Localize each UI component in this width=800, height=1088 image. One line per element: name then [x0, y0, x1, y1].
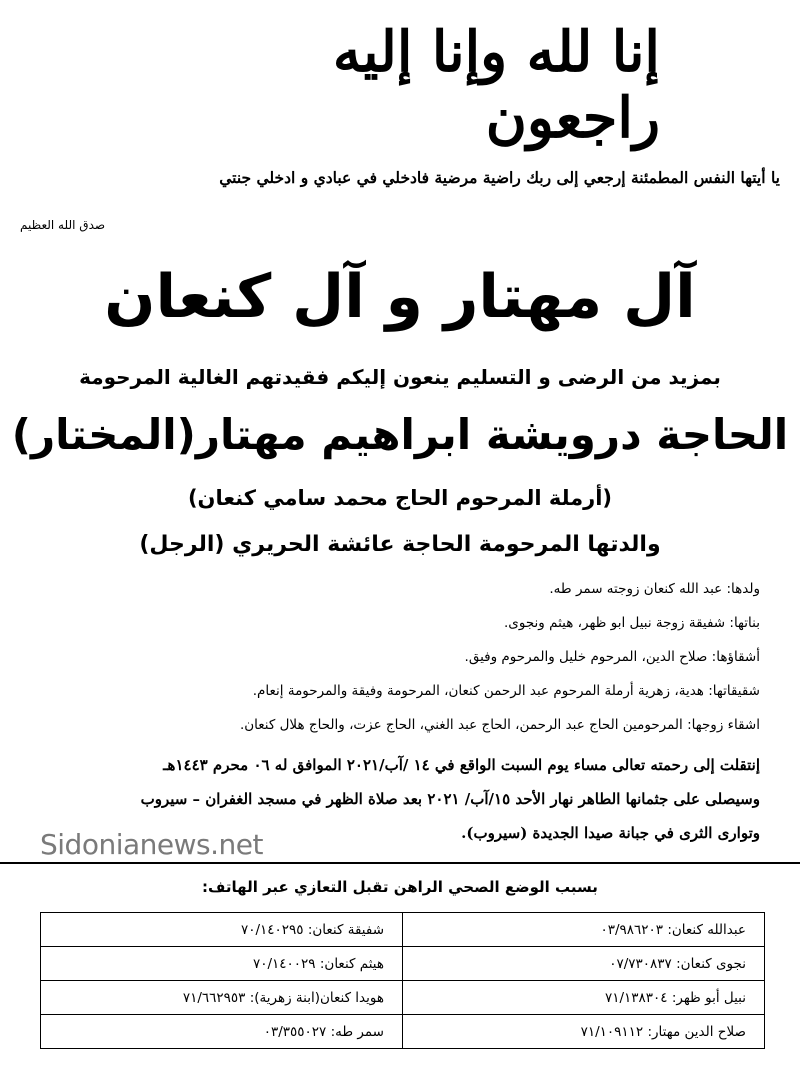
phones-header: بسبب الوضع الصحي الراهن تقبل التعازي عبر الهاتف:: [202, 878, 598, 896]
phone-cell: نبيل أبو ظهر: ٧١/١٣٨٣٠٤: [403, 981, 765, 1015]
family-name: آل مهتار و آل كنعان: [104, 262, 696, 332]
widow-of-line: (أرملة المرحوم الحاج محمد سامي كنعان): [187, 486, 613, 510]
funeral-prayer-line: وسيصلى على جثمانها الطاهر نهار الأحد ١٥/آب/ ٢٠٢١ بعد صلاة الظهر في مسجد الغفران – سيروب: [140, 790, 760, 808]
phone-cell: هويدا كنعان(ابنة زهرية): ٧١/٦٦٢٩٥٣: [41, 981, 403, 1015]
relatives-sisters: شقيقاتها: هدية، زهرية أرملة المرحوم عبد الرحمن كنعان، المرحومة وفيقة والمرحومة إنعام.: [252, 683, 760, 699]
table-row: [41, 947, 765, 981]
watermark: Sidonianews.net: [40, 828, 263, 861]
phone-cell: نجوى كنعان: ٠٧/٧٣٠٨٣٧: [403, 947, 765, 981]
relatives-brothers: أشقاؤها: صلاح الدين، المرحوم خليل والمرحوم وفيق.: [464, 649, 760, 665]
table-row: [41, 1015, 765, 1049]
mother-line: والدتها المرحومة الحاجة عائشة الحريري (الرجل): [139, 532, 661, 557]
phone-cell: شفيقة كنعان: ٧٠/١٤٠٢٩٥: [41, 913, 403, 947]
divider: [0, 862, 800, 864]
relatives-list: [40, 572, 760, 742]
phone-cell: صلاح الدين مهتار: ٧١/١٠٩١١٢: [403, 1015, 765, 1049]
intro-line: بمزيد من الرضى و التسليم ينعون إليكم فقيدتهم الغالية المرحومة: [79, 365, 721, 389]
verse-ending: صدق الله العظيم: [20, 218, 106, 232]
phone-cell: هيثم كنعان: ٧٠/١٤٠٠٢٩: [41, 947, 403, 981]
passing-date-line: إنتقلت إلى رحمته تعالى مساء يوم السبت الواقع في ١٤ /آب/٢٠٢١ الموافق له ٠٦ محرم ١٤٤٣هـ: [163, 756, 760, 774]
phones-table: [40, 912, 765, 1049]
phone-cell: سمر طه: ٠٣/٣٥٥٠٢٧: [41, 1015, 403, 1049]
header-calligraphy: إنا لله وإنا إليه راجعون: [332, 19, 660, 151]
relatives-husband-brothers: اشقاء زوجها: المرحومين الحاج عبد الرحمن، الحاج عبد الغني، الحاج عزت، والحاج هلال كنعان.: [239, 717, 760, 733]
deceased-name: الحاجة درويشة ابراهيم مهتار(المختار): [11, 410, 789, 459]
table-row: [41, 913, 765, 947]
burial-line: وتوارى الثرى في جبانة صيدا الجديدة (سيروب).: [461, 824, 760, 842]
quran-verse: يا أيتها النفس المطمئنة إرجعي إلى ربك راضية مرضية فادخلي في عبادي و ادخلي جنتي: [219, 168, 780, 187]
table-row: [41, 981, 765, 1015]
relatives-son: ولدها: عبد الله كنعان زوجته سمر طه.: [549, 581, 760, 597]
phone-cell: عبدالله كنعان: ٠٣/٩٨٦٢٠٣: [403, 913, 765, 947]
relatives-daughters: بناتها: شفيقة زوجة نبيل ابو ظهر، هيثم ونجوى.: [504, 615, 760, 631]
